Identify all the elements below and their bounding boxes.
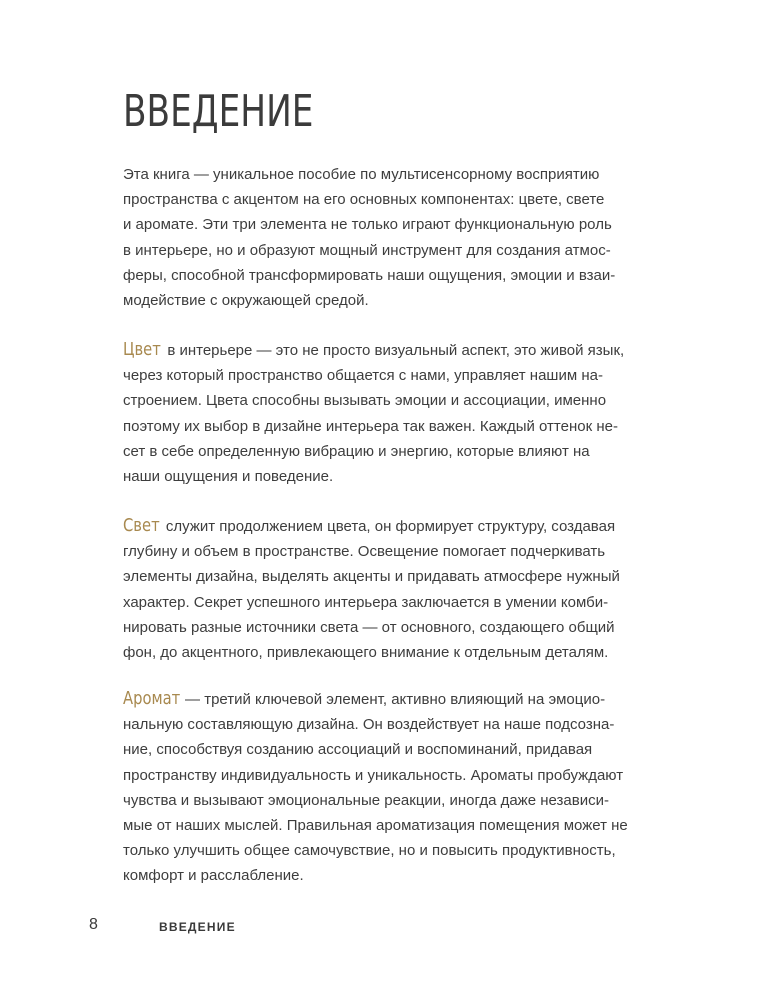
paragraph-line: феры, способной трансформировать наши ощущения, эмоции и взаи- (123, 266, 616, 284)
paragraph-line: модействие с окружающей средой. (123, 292, 369, 310)
paragraph-line: чувства и вызывают эмоциональные реакции, иногда даже независи- (123, 791, 609, 809)
paragraph-line: только улучшить общее самочувствие, но и повысить продуктивность, (123, 842, 616, 860)
paragraph-line: нировать разные источники света — от основного, создающего общий (123, 618, 615, 636)
paragraph-line: в интерьере, но и образуют мощный инструмент для создания атмос- (123, 241, 611, 259)
keyword-color: Цвет (123, 339, 161, 360)
paragraph-line: глубину и объем в пространстве. Освещение помогает подчеркивать (123, 543, 606, 561)
paragraph-line: Эта книга — уникальное пособие по мультисенсорному восприятию (123, 166, 600, 183)
keyword-light: Свет (123, 515, 160, 536)
paragraph-line: мые от наших мыслей. Правильная ароматизация помещения может не (123, 817, 628, 835)
paragraph-line: элементы дизайна, выделять акценты и придавать атмосфере нужный (123, 568, 620, 586)
page-title: ВВЕДЕНИЕ (123, 86, 314, 137)
paragraph-line: наши ощущения и поведение. (123, 468, 334, 486)
paragraph-line: через который пространство общается с нами, управляет нашим на- (123, 367, 603, 385)
paragraph-line: строением. Цвета способны вызывать эмоции и ассоциации, именно (123, 392, 607, 410)
paragraph-line: — третий ключевой элемент, активно влияющий на эмоцио- (180, 691, 606, 708)
aroma-paragraph (123, 686, 628, 889)
paragraph-line: поэтому их выбор в дизайне интерьера так важен. Каждый оттенок не- (123, 417, 618, 435)
paragraph-line: нальную составляющую дизайна. Он воздействует на наше подсозна- (123, 716, 615, 734)
paragraph-line: фон, до акцентного, привлекающего внимание к отдельным деталям. (123, 644, 609, 662)
light-paragraph (123, 513, 620, 665)
keyword-aroma: Аромат (123, 688, 181, 709)
paragraph-line: сет в себе определенную вибрацию и энергию, которые влияют на (123, 442, 590, 460)
paragraph-line: пространству индивидуальность и уникальность. Ароматы пробуждают (123, 766, 624, 784)
paragraph-line: пространства с акцентом на его основных компонентах: цвете, свете (123, 191, 605, 209)
running-footer-title: ВВЕДЕНИЕ (159, 920, 236, 934)
paragraph-line: служит продолжением цвета, он формирует структуру, создавая (161, 518, 616, 535)
paragraph-line: ние, способствуя созданию ассоциаций и воспоминаний, придавая (123, 741, 593, 759)
paragraph-line: в интерьере — это не просто визуальный аспект, это живой язык, (163, 342, 625, 359)
page-number: 8 (89, 916, 98, 933)
paragraph-line: и аромате. Эти три элемента не только играют функциональную роль (123, 216, 612, 234)
intro-paragraph (123, 162, 615, 313)
color-paragraph (123, 337, 624, 489)
paragraph-line: комфорт и расслабление. (123, 867, 304, 885)
paragraph-line: характер. Секрет успешного интерьера заключается в умении комби- (123, 593, 609, 611)
